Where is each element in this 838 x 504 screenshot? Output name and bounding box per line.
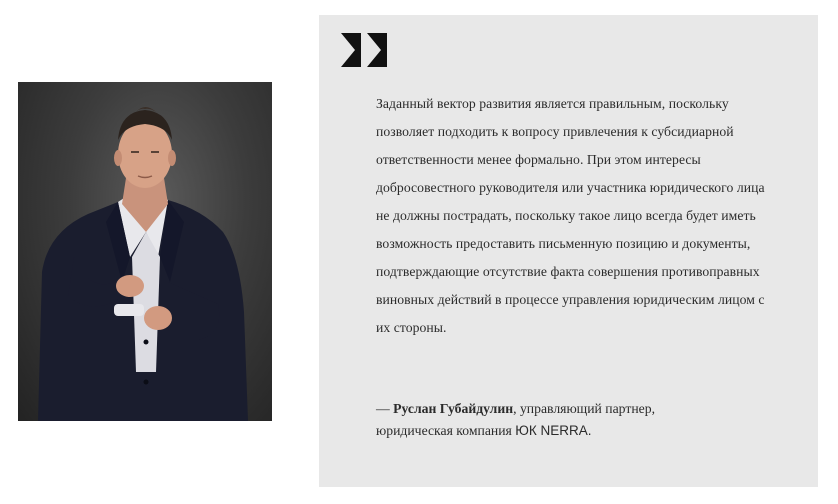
quote-text: Заданный вектор развития является правильным, поскольку позволяет подходить к вопросу привлечения к субсидиарной ответственности менее формально. При этом интересы добросовестного руководителя или участника юридического лица не должны пострадать, поскольку такое лицо всегда будет иметь возможность предоставить письменную позицию и документы, подтверждающие отсутствие факта совершения противоправных виновных действий в процессе управления юридическим лицом с их стороны. (376, 96, 765, 335)
author-name: Руслан Губайдулин (393, 401, 514, 416)
author-portrait-illustration (18, 82, 272, 421)
author-photo (18, 82, 272, 421)
company-name: ЮК NERRA. (515, 423, 592, 438)
attribution-dash: — (376, 401, 390, 416)
quote-panel (319, 15, 818, 487)
quote-mark-icon (341, 33, 389, 67)
company-prefix: юридическая компания (376, 423, 512, 438)
author-role: , управляющий партнер, (513, 401, 655, 416)
quote-attribution (376, 398, 776, 442)
